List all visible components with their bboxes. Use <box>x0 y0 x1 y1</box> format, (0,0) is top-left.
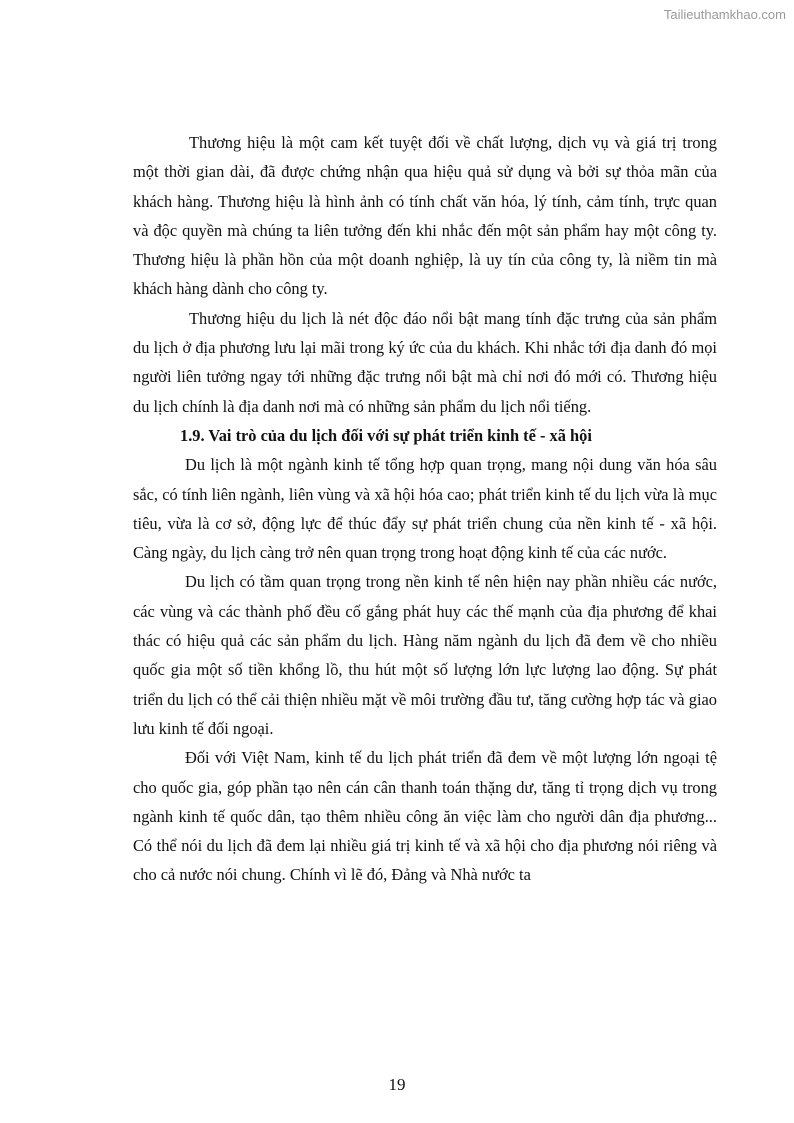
paragraph-tourism-economy: Du lịch là một ngành kinh tế tổng hợp quan trọng, mang nội dung văn hóa sâu sắc, có tính liên ngành, liên vùng và xã hội hóa cao; phát triển kinh tế du lịch vừa là mục tiêu, vừa là cơ sở, động lực để thúc đẩy sự phát triển chung của nền kinh tế - xã hội. Càng ngày, du lịch càng trở nên quan trọng trong hoạt động kinh tế của các nước. <box>133 455 717 563</box>
watermark: Tailieuthamkhao.com <box>663 7 786 22</box>
paragraph-tourism-importance: Du lịch có tầm quan trọng trong nền kinh tế nên hiện nay phần nhiều các nước, các vùng và các thành phố đều cố gắng phát huy các thế mạnh của địa phương để khai thác có hiệu quả các sản phẩm du lịch. Hàng năm ngành du lịch đã đem về cho nhiều quốc gia một số tiền khổng lồ, thu hút một số lượng lớn lực lượng lao động. Sự phát triển du lịch có thể cải thiện nhiều mặt về môi trường đầu tư, tăng cường hợp tác và giao lưu kinh tế đối ngoại. <box>133 572 717 738</box>
paragraph-vietnam-tourism: Đối với Việt Nam, kinh tế du lịch phát triển đã đem về một lượng lớn ngoại tệ cho quốc gia, góp phần tạo nên cán cân thanh toán thặng dư, tăng tỉ trọng dịch vụ trong ngành kinh tế quốc dân, tạo thêm nhiều công ăn việc làm cho người dân địa phương... Có thể nói du lịch đã đem lại nhiều giá trị kinh tế và xã hội cho địa phương nói riêng và cho cả nước nói chung. Chính vì lẽ đó, Đảng và Nhà nước ta <box>133 748 717 885</box>
document-body <box>133 128 717 890</box>
page-number: 19 <box>388 1075 406 1094</box>
paragraph-tourism-brand: Thương hiệu du lịch là nét độc đáo nổi bật mang tính đặc trưng của sản phẩm du lịch ở địa phương lưu lại mãi trong ký ức của du khách. Khi nhắc tới địa danh đó mọi người liên tưởng ngay tới những đặc trưng nổi bật mà chỉ nơi đó mới có. Thương hiệu du lịch chính là địa danh nơi mà có những sản phẩm du lịch nổi tiếng. <box>133 308 717 416</box>
paragraph-brand-definition: Thương hiệu là một cam kết tuyệt đối về chất lượng, dịch vụ và giá trị trong một thời gian dài, đã được chứng nhận qua hiệu quả sử dụng và bởi sự thỏa mãn của khách hàng. Thương hiệu là hình ảnh có tính chất văn hóa, lý tính, cảm tính, trực quan và độc quyền mà chúng ta liên tưởng đến khi nhắc đến một sản phẩm hay một công ty. Thương hiệu là phần hồn của một doanh nghiệp, là uy tín của công ty, là niềm tin mà khách hàng dành cho công ty. <box>133 133 717 299</box>
section-heading: 1.9. Vai trò của du lịch đối với sự phát triển kinh tế - xã hội <box>180 425 592 445</box>
